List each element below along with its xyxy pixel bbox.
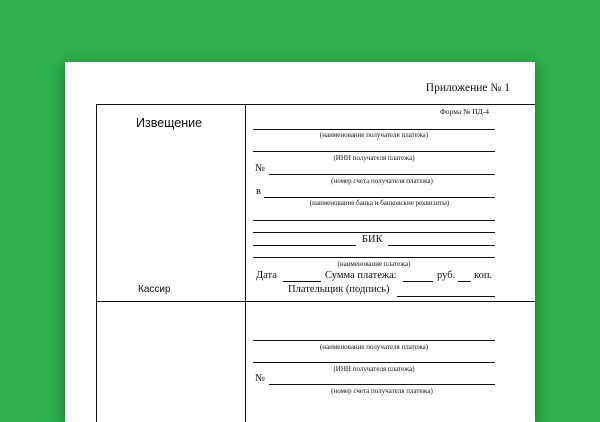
bank-details-line-2 xyxy=(253,232,495,233)
table-column-divider xyxy=(245,104,246,422)
rubles-line xyxy=(403,281,433,282)
cashier-label: Кассир xyxy=(138,284,171,295)
kopecks-line xyxy=(458,281,471,282)
receipt-inn-line xyxy=(253,362,495,363)
inn-line xyxy=(253,151,495,152)
bank-prefix: в xyxy=(256,186,261,197)
receipt-account-number-caption: (номер счета получателя платежа) xyxy=(331,387,433,395)
payment-form-pd4 xyxy=(96,104,535,422)
payment-name-caption: (наименование платежа) xyxy=(337,260,411,268)
rubles-label: руб. xyxy=(437,270,456,281)
table-left-border xyxy=(96,104,97,422)
receipt-inn-caption: (ИНН получателя платежа) xyxy=(333,365,415,373)
bank-line xyxy=(264,197,495,198)
appendix-label: Приложение № 1 xyxy=(425,82,510,94)
account-number-prefix: № xyxy=(255,163,266,174)
date-label: Дата xyxy=(256,270,277,281)
table-top-border xyxy=(96,104,535,105)
inn-caption: (ИНН получателя платежа) xyxy=(333,154,415,162)
kopecks-label: коп. xyxy=(474,270,493,281)
payer-signature-label: Плательщик (подпись) xyxy=(288,284,390,295)
payer-signature-line xyxy=(397,296,495,297)
table-row-divider xyxy=(96,301,535,302)
notice-title: Извещение xyxy=(136,116,203,130)
amount-label: Сумма платежа: xyxy=(325,270,397,281)
bank-details-line-1 xyxy=(253,220,495,221)
receipt-payee-name-caption: (наименование получателя платежа) xyxy=(319,343,429,351)
receipt-account-number-prefix: № xyxy=(255,373,266,384)
bik-label: БИК xyxy=(362,234,383,245)
account-number-caption: (номер счета получателя платежа) xyxy=(331,177,433,185)
payee-name-line xyxy=(253,129,495,130)
bik-line xyxy=(388,245,495,246)
bank-caption: (наименование банка и банковские реквизиты) xyxy=(309,199,450,207)
document-page xyxy=(65,62,535,422)
date-line xyxy=(283,281,321,282)
payee-name-caption: (наименование получателя платежа) xyxy=(319,131,429,139)
receipt-payee-name-line xyxy=(253,340,495,341)
receipt-account-number-line xyxy=(269,384,495,385)
payment-name-line xyxy=(253,257,495,258)
bank-account-line xyxy=(253,245,356,246)
form-number-label: Форма № ПД-4 xyxy=(440,107,490,116)
account-number-line xyxy=(269,174,495,175)
